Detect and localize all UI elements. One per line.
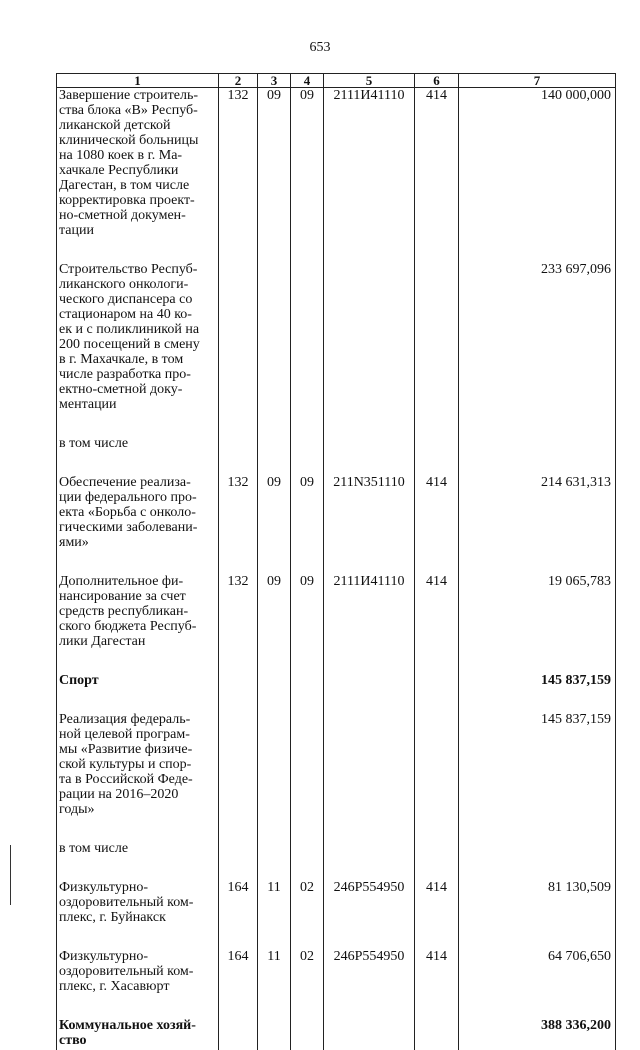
row-code-3	[258, 1018, 291, 1050]
row-code-5	[324, 712, 415, 841]
row-amount: 388 336,200	[459, 1018, 616, 1050]
row-code-2: 164	[219, 949, 258, 1018]
row-amount	[459, 841, 616, 880]
row-code-5	[324, 673, 415, 712]
row-amount: 81 130,509	[459, 880, 616, 949]
row-code-6	[415, 673, 459, 712]
row-code-2: 164	[219, 880, 258, 949]
row-code-5: 211N351110	[324, 475, 415, 574]
row-code-5	[324, 262, 415, 436]
row-code-5: 2111И41110	[324, 574, 415, 673]
row-code-6: 414	[415, 475, 459, 574]
row-name: Коммунальное хозяй- ство	[57, 1018, 219, 1050]
row-code-6	[415, 1018, 459, 1050]
table-row	[57, 880, 616, 949]
row-code-4	[291, 712, 324, 841]
col-header-1: 1	[57, 74, 219, 88]
row-code-2	[219, 841, 258, 880]
row-code-5: 246Р554950	[324, 949, 415, 1018]
scan-edge-line	[10, 845, 11, 905]
row-code-3	[258, 436, 291, 475]
row-name: в том числе	[57, 436, 219, 475]
row-code-3	[258, 673, 291, 712]
row-code-6	[415, 262, 459, 436]
row-amount	[459, 436, 616, 475]
row-code-6: 414	[415, 88, 459, 263]
row-code-4	[291, 841, 324, 880]
row-name: Завершение строитель- ства блока «В» Респуб- ликанской детской клинической больницы на 1080 коек в г. Ма- хачкале Республики Дагестан, в том числе корректировка проект- но-сметной докумен- тации	[57, 88, 219, 263]
col-header-3: 3	[258, 74, 291, 88]
row-name: Физкультурно- оздоровительный ком- плекс, г. Буйнакск	[57, 880, 219, 949]
row-code-2	[219, 436, 258, 475]
table-row	[57, 88, 616, 263]
table-row	[57, 475, 616, 574]
row-code-3	[258, 712, 291, 841]
row-code-2	[219, 712, 258, 841]
row-code-2: 132	[219, 475, 258, 574]
budget-table	[56, 73, 616, 1050]
table-row	[57, 949, 616, 1018]
row-amount: 145 837,159	[459, 712, 616, 841]
header-row	[57, 74, 616, 88]
row-code-2: 132	[219, 88, 258, 263]
row-code-6: 414	[415, 880, 459, 949]
row-code-3: 09	[258, 475, 291, 574]
row-amount: 19 065,783	[459, 574, 616, 673]
table-row	[57, 436, 616, 475]
row-code-4: 09	[291, 475, 324, 574]
row-code-5	[324, 841, 415, 880]
row-code-4	[291, 1018, 324, 1050]
row-code-4: 09	[291, 88, 324, 263]
row-amount: 140 000,000	[459, 88, 616, 263]
row-code-3: 11	[258, 880, 291, 949]
row-name: Реализация федераль- ной целевой програм- мы «Развитие физиче- ской культуры и спор- та в Российской Феде- рации на 2016–2020 годы»	[57, 712, 219, 841]
col-header-2: 2	[219, 74, 258, 88]
row-name: Физкультурно- оздоровительный ком- плекс, г. Хасавюрт	[57, 949, 219, 1018]
row-name: Спорт	[57, 673, 219, 712]
col-header-4: 4	[291, 74, 324, 88]
row-code-4: 02	[291, 880, 324, 949]
row-code-3	[258, 841, 291, 880]
row-code-5: 246Р554950	[324, 880, 415, 949]
col-header-7: 7	[459, 74, 616, 88]
row-code-3: 09	[258, 574, 291, 673]
col-header-5: 5	[324, 74, 415, 88]
table-row	[57, 262, 616, 436]
row-code-2	[219, 673, 258, 712]
row-amount: 214 631,313	[459, 475, 616, 574]
page-number: 653	[309, 40, 331, 55]
row-amount: 64 706,650	[459, 949, 616, 1018]
row-code-5	[324, 436, 415, 475]
row-name: Дополнительное фи- нансирование за счет средств республикан- ского бюджета Респуб- лики Дагестан	[57, 574, 219, 673]
table-row	[57, 841, 616, 880]
row-name: Строительство Респуб- ликанского онкологи- ческого диспансера со стационаром на 40 ко- ек и с поликлиникой на 200 посещений в смену в г. Махачкале, в том числе разработка про- ектно-сметной доку- ментации	[57, 262, 219, 436]
row-code-6	[415, 436, 459, 475]
table-row	[57, 712, 616, 841]
row-amount: 233 697,096	[459, 262, 616, 436]
row-code-3	[258, 262, 291, 436]
row-code-4	[291, 262, 324, 436]
budget-table-wrapper	[56, 73, 615, 1050]
row-code-2	[219, 1018, 258, 1050]
row-code-2	[219, 262, 258, 436]
row-code-3: 11	[258, 949, 291, 1018]
table-row	[57, 574, 616, 673]
row-code-6: 414	[415, 949, 459, 1018]
row-code-5	[324, 1018, 415, 1050]
row-code-3: 09	[258, 88, 291, 263]
row-code-6	[415, 841, 459, 880]
row-code-2: 132	[219, 574, 258, 673]
row-code-4: 02	[291, 949, 324, 1018]
row-name: в том числе	[57, 841, 219, 880]
table-row	[57, 1018, 616, 1050]
row-amount: 145 837,159	[459, 673, 616, 712]
row-code-4	[291, 436, 324, 475]
row-name: Обеспечение реализа- ции федерального про- екта «Борьба с онколо- гическими заболевани- ями»	[57, 475, 219, 574]
col-header-6: 6	[415, 74, 459, 88]
table-row	[57, 673, 616, 712]
row-code-5: 2111И41110	[324, 88, 415, 263]
row-code-6	[415, 712, 459, 841]
row-code-6: 414	[415, 574, 459, 673]
row-code-4: 09	[291, 574, 324, 673]
row-code-4	[291, 673, 324, 712]
